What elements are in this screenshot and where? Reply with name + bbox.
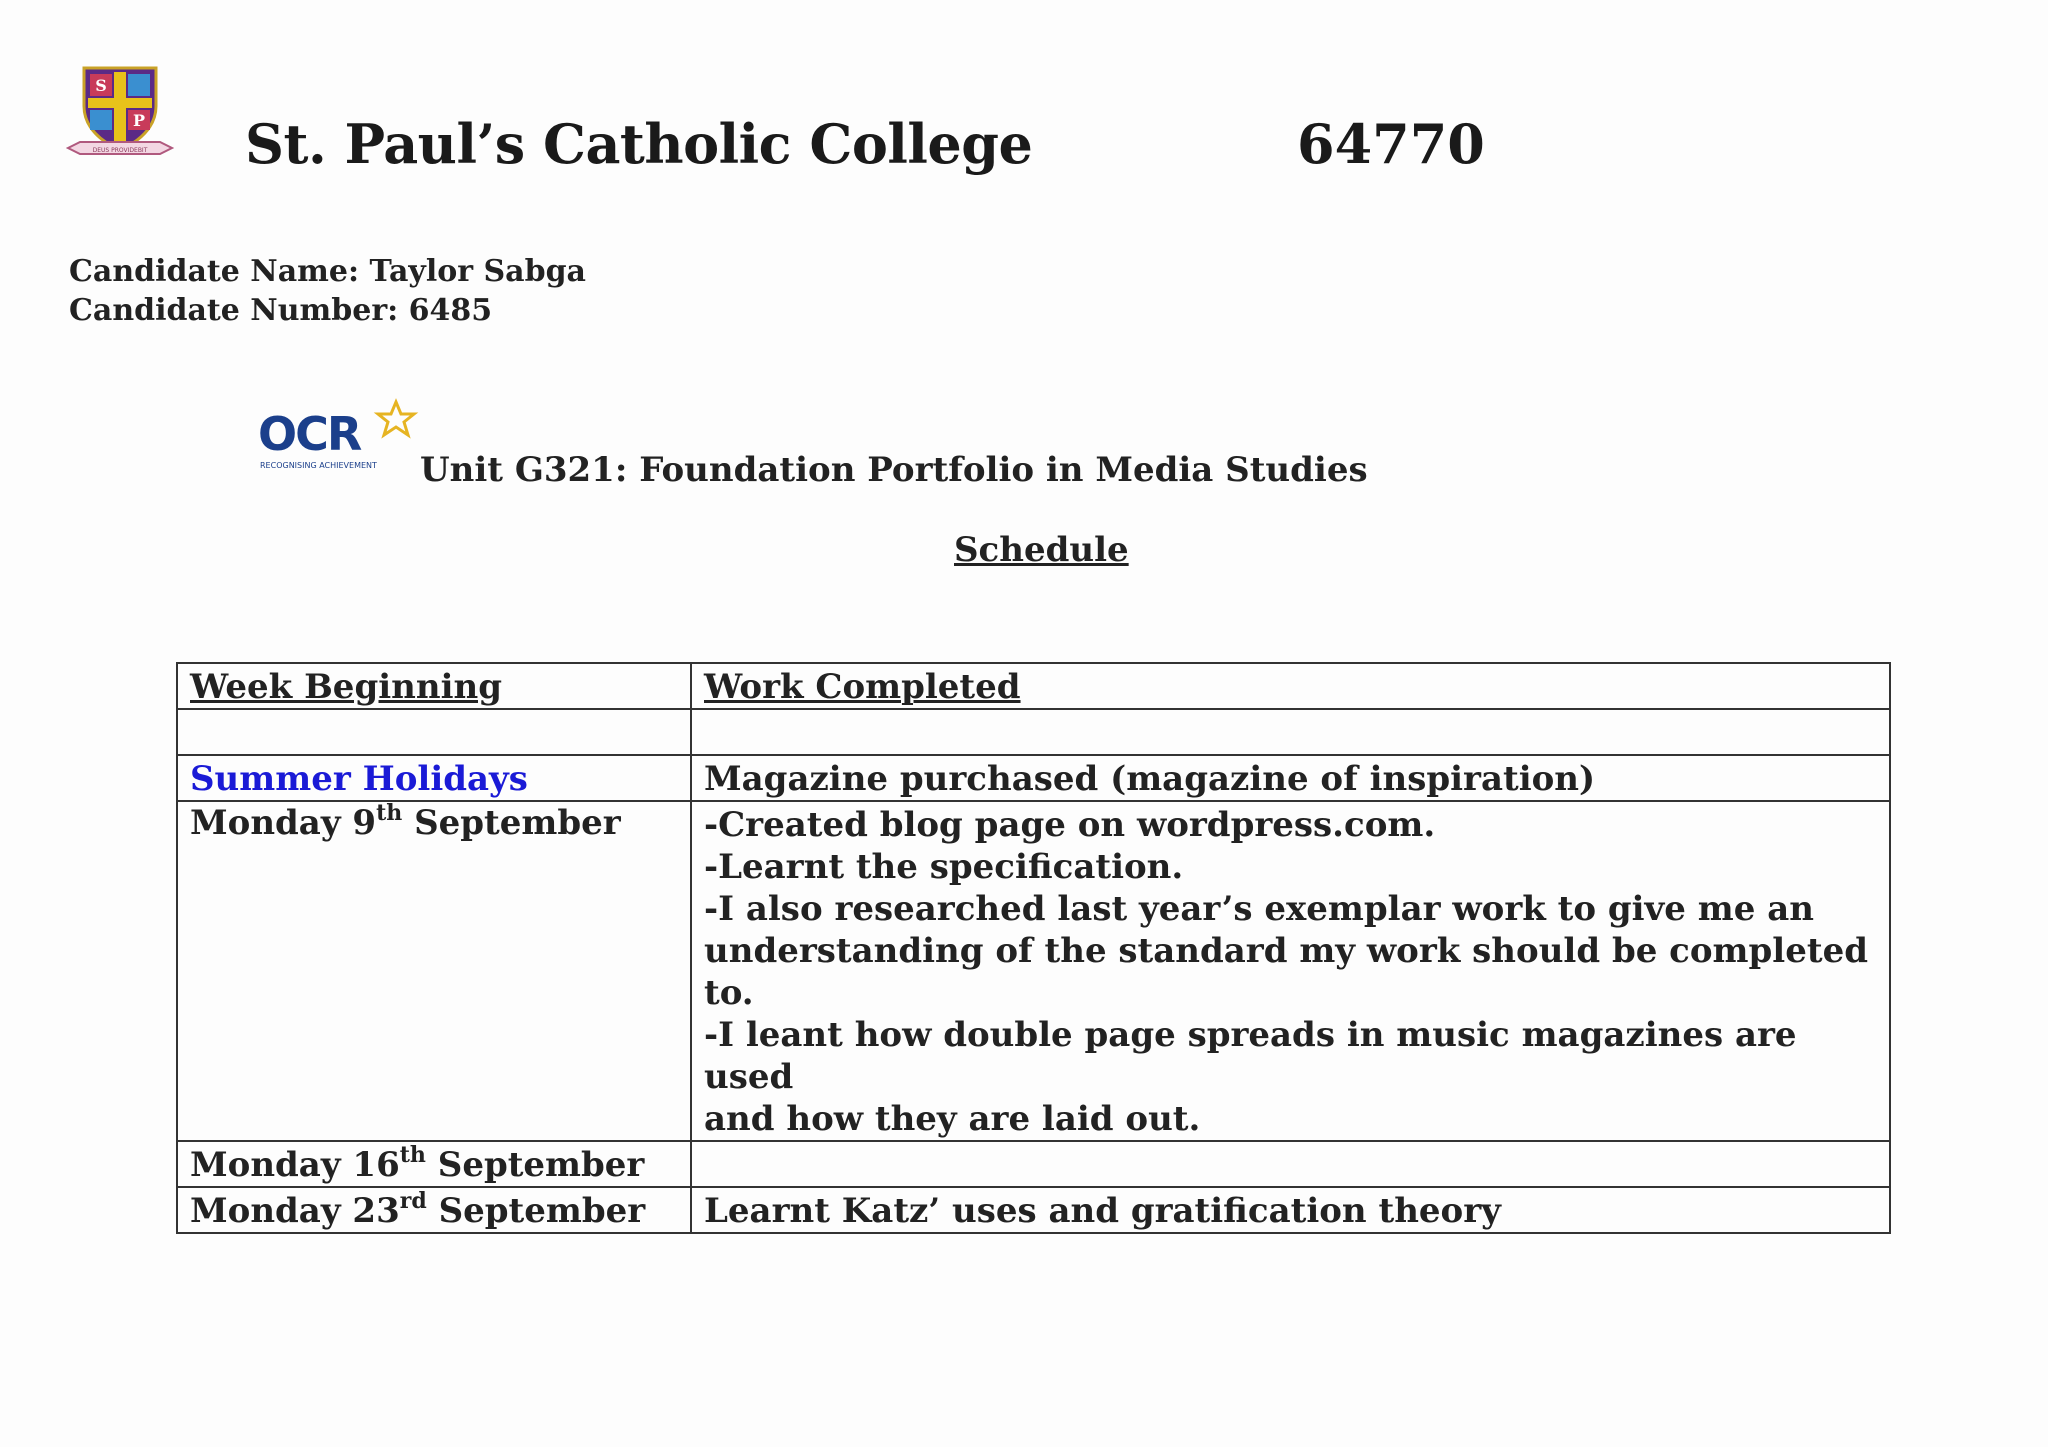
unit-title: Unit G321: Foundation Portfolio in Media Studies: [420, 450, 1368, 490]
table-row: [177, 801, 1890, 1141]
ocr-logo-tagline: RECOGNISING ACHIEVEMENT: [260, 461, 377, 470]
week-cell: [177, 755, 691, 801]
work-line: -Created blog page on wordpress.com.: [704, 805, 1436, 845]
work-cell: [691, 1141, 1890, 1187]
work-line: Learnt Katz’ uses and gratification theory: [704, 1191, 1501, 1231]
week-cell: [177, 1141, 691, 1187]
week-month: September: [425, 1145, 645, 1185]
crest-letter-p: P: [132, 111, 146, 130]
table-cell: [691, 709, 1890, 755]
table-row-empty: [177, 709, 1890, 755]
week-cell: [177, 1187, 691, 1233]
header-work-completed: [691, 663, 1890, 709]
school-name: St. Paul’s Catholic College: [245, 112, 1033, 176]
header-week-beginning: [177, 663, 691, 709]
work-line: -Learnt the specification.: [704, 847, 1184, 887]
week-ordinal: th: [399, 1141, 426, 1168]
week-text: Monday 23: [190, 1191, 400, 1231]
table-row: [177, 1187, 1890, 1233]
crest-motto: DEUS PROVIDEBIT: [92, 147, 148, 154]
week-cell: [177, 801, 691, 1141]
work-cell: [691, 1187, 1890, 1233]
week-ordinal: th: [376, 801, 403, 826]
week-text: Monday 9: [190, 803, 377, 843]
work-line: and how they are laid out.: [704, 1099, 1201, 1139]
table-cell: [177, 709, 691, 755]
school-crest-logo: [66, 64, 174, 168]
table-header-row: [177, 663, 1890, 709]
header-work-label: Work Completed: [704, 667, 1021, 707]
work-line: -I leant how double page spreads in music magazines are used: [704, 1015, 1797, 1097]
schedule-title: Schedule: [954, 530, 1129, 570]
header-week-label: Week Beginning: [190, 667, 502, 707]
week-text: Monday 16: [190, 1145, 400, 1185]
ocr-logo-text: OCR: [258, 407, 361, 461]
candidate-name: Candidate Name: Taylor Sabga: [69, 254, 586, 289]
work-line: -I also researched last year’s exemplar work to give me an: [704, 889, 1814, 929]
week-ordinal: rd: [399, 1187, 427, 1214]
candidate-number: Candidate Number: 6485: [69, 293, 493, 328]
crest-letter-s: S: [95, 76, 107, 95]
table-row: [177, 755, 1890, 801]
work-cell: [691, 755, 1890, 801]
week-month: September: [426, 1191, 646, 1231]
week-summer-holidays: Summer Holidays: [190, 759, 528, 799]
ocr-logo: [258, 398, 420, 476]
week-month: September: [402, 803, 621, 843]
schedule-table: [176, 662, 1891, 1234]
table-row: [177, 1141, 1890, 1187]
work-cell: [691, 801, 1890, 1141]
work-line: understanding of the standard my work should be completed to.: [704, 931, 1868, 1013]
centre-number: 64770: [1297, 112, 1485, 176]
work-line: Magazine purchased (magazine of inspiration): [704, 759, 1596, 799]
